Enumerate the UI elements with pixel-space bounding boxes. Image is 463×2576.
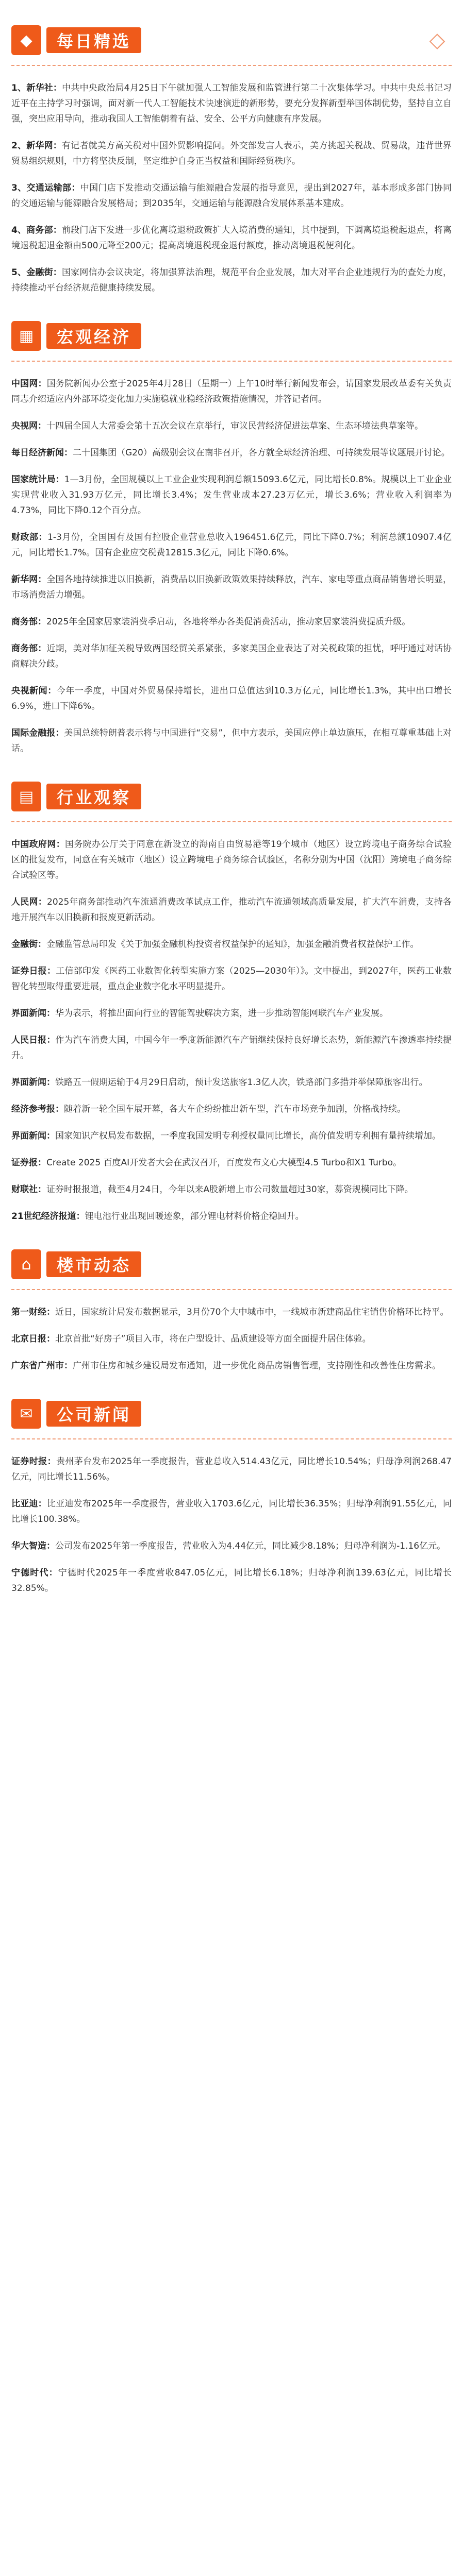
list-item: 5、金融街：国家网信办会议决定，将加强算法治理，规范平台企业发展，加大对平台企业违规行为的查处力度，持续推动平台经济规范健康持续发展。 (11, 267, 452, 293)
section-header-macro (11, 311, 452, 362)
list-item: 第一财经：近日，国家统计局发布数据显示，3月份70个大中城市中，一线城市新建商品住宅销售价格环比持平。 (11, 1307, 449, 1317)
list-item: 商务部：近期，美对华加征关税导致两国经贸关系紧张，多家美国企业表达了对关税政策的担忧，呼吁通过对话协商解决分歧。 (11, 643, 452, 669)
section-badge (11, 1398, 141, 1429)
chart-icon: ▤ (11, 782, 41, 811)
list-item: 3、交通运输部：中国门店下发推动交通运输与能源融合发展的指导意见，提出到2027年，基本形成多部门协同的交通运输与能源融合发展格局；到2035年，交通运输与能源融合发展体系基本建成。 (11, 183, 452, 209)
section-badge (11, 25, 141, 56)
daily-list (11, 80, 452, 296)
list-item: 2、新华网：有记者就美方高关税对中国外贸影响提问。外交部发言人表示，美方挑起关税战、贸易战，违背世界贸易组织规则，中方将坚决反制，坚定维护自身正当权益和国际经贸秩序。 (11, 141, 452, 166)
industry-list (11, 837, 452, 1224)
company-list (11, 1454, 452, 1596)
list-item: 广东省广州市：广州市住房和城乡建设局发布通知，进一步优化商品房销售管理，支持刚性和改善性住房需求。 (11, 1361, 441, 1371)
section-header-daily (11, 15, 452, 66)
list-item: 证券报：Create 2025 百度AI开发者大会在武汉召开，百度发布文心大模型4.5 Turbo和X1 Turbo。 (11, 1158, 402, 1168)
macro-list (11, 376, 452, 756)
list-item: 比亚迪：比亚迪发布2025年一季度报告，营业收入1703.6亿元，同比增长36.35%；归母净利润91.55亿元，同比增长100.38%。 (11, 1499, 452, 1524)
list-item: 商务部：2025年全国家居家装消费季启动，各地将举办各类促消费活动，推动家居家装消费提质升级。 (11, 617, 411, 627)
list-item: 中国网：国务院新闻办公室于2025年4月28日（星期一）上午10时举行新闻发布会，请国家发展改革委有关负责同志介绍适应内外部环境变化加力实施稳就业稳经济政策措施情况，并答记者问。 (11, 379, 452, 404)
section-badge (11, 1249, 141, 1280)
list-item: 证券时报：贵州茅台发布2025年一季度报告，营业总收入514.43亿元，同比增长10.54%；归母净利润268.47亿元，同比增长11.56%。 (11, 1456, 452, 1482)
building-icon: ▦ (11, 321, 41, 351)
section-title: 宏观经济 (46, 323, 141, 349)
section-badge (11, 781, 141, 812)
list-item: 国家统计局：1—3月份，全国规模以上工业企业实现利润总额15093.6亿元，同比增长0.8%。规模以上工业企业实现营业收入31.93万亿元，同比增长3.4%；发生营业成本27.23万亿元，增长3.6%；营业收入利润率为4.73%，同比下降0.12个百分点。 (11, 474, 452, 516)
list-item: 经济参考报：随着新一轮全国车展开幕，各大车企纷纷推出新车型，汽车市场竞争加剧，价格战持续。 (11, 1104, 406, 1114)
list-item: 4、商务部：前段门店下发进一步优化离境退税政策扩大入境消费的通知，其中提到，下调离境退税起退点，将离境退税起退金额由500元降至200元；提高离境退税现金退付额度，推动离境退税便利化。 (11, 225, 452, 251)
list-item: 界面新闻：华为表示，将推出面向行业的智能驾驶解决方案，进一步推动智能网联汽车产业发展。 (11, 1008, 388, 1019)
list-item: 1、新华社：中共中央政治局4月25日下午就加强人工智能发展和监管进行第二十次集体学习。中共中央总书记习近平在主持学习时强调，面对新一代人工智能技术快速演进的新形势，要充分发挥新型举国体制优势，坚持自立自强，突出应用导向，推动我国人工智能朝着有益、安全、公平方向健康有序发展。 (11, 83, 452, 124)
section-title: 每日精选 (46, 27, 141, 53)
diamond-icon: ◆ (11, 25, 41, 55)
list-item: 人民日报：作为汽车消费大国，中国今年一季度新能源汽车产销继续保持良好增长态势，新能源汽车渗透率持续提升。 (11, 1035, 452, 1061)
section-title: 行业观察 (46, 784, 141, 809)
list-item: 证券日报：工信部印发《医药工业数智化转型实施方案（2025—2030年）》。文中提出，到2027年，医药工业数智化转型取得重要进展，重点企业数字化水平明显提升。 (11, 966, 452, 992)
property-list (11, 1304, 452, 1374)
page (0, 15, 463, 2576)
news-icon: ✉ (11, 1399, 41, 1429)
list-item: 央视新闻：今年一季度，中国对外贸易保持增长，进出口总值达到10.3万亿元，同比增长1.3%，其中出口增长6.9%，进口下降6%。 (11, 686, 452, 711)
list-item: 界面新闻：铁路五一假期运输于4月29日启动，预计发送旅客1.3亿人次，铁路部门多措并举保障旅客出行。 (11, 1077, 428, 1088)
list-item: 财联社：证券时报报道，截至4月24日，今年以来A股新增上市公司数量超过30家，募资规模同比下降。 (11, 1184, 414, 1195)
section-header-property (11, 1240, 452, 1290)
section-header-industry (11, 772, 452, 822)
list-item: 金融街：金融监管总局印发《关于加强金融机构投资者权益保护的通知》，加强金融消费者权益保护工作。 (11, 939, 419, 950)
section-header-company (11, 1389, 452, 1439)
list-item: 界面新闻：国家知识产权局发布数据，一季度我国发明专利授权量同比增长，高价值发明专利拥有量持续增加。 (11, 1131, 441, 1141)
list-item: 央视网：十四届全国人大常委会第十五次会议在京举行，审议民营经济促进法草案、生态环境法典草案等。 (11, 421, 423, 431)
list-item: 人民网：2025年商务部推动汽车流通消费改革试点工作，推动汽车流通领域高质量发展，扩大汽车消费，支持各地开展汽车以旧换新和报废更新活动。 (11, 897, 452, 923)
section-title: 公司新闻 (46, 1401, 141, 1427)
list-item: 中国政府网：国务院办公厅关于同意在新设立的海南自由贸易港等19个城市（地区）设立跨境电子商务综合试验区的批复发布，同意在有关城市（地区）设立跨境电子商务综合试验区，名称分别为中国（沈阳）跨境电子商务综合试验区等。 (11, 839, 452, 880)
list-item: 每日经济新闻：二十国集团（G20）高级别会议在南非召开，各方就全球经济治理、可持续发展等议题展开讨论。 (11, 448, 450, 458)
list-item: 宁德时代：宁德时代2025年一季度营收847.05亿元，同比增长6.18%；归母净利润139.63亿元，同比增长32.85%。 (11, 1568, 452, 1594)
section-title: 楼市动态 (46, 1251, 141, 1277)
list-item: 华大智造：公司发布2025年第一季度报告，营业收入为4.44亿元，同比减少8.18%；归母净利润为-1.16亿元。 (11, 1541, 446, 1551)
section-badge (11, 320, 141, 351)
list-item: 财政部：1-3月份，全国国有及国有控股企业营业总收入196451.6亿元，同比下降0.7%；利润总额10907.4亿元，同比增长1.7%。国有企业应交税费12815.3亿元，同比下降0.6%。 (11, 532, 452, 558)
list-item: 北京日报：北京首批“好房子”项目入市，将在户型设计、品质建设等方面全面提升居住体验。 (11, 1334, 371, 1344)
list-item: 21世纪经济报道：锂电池行业出现回暖迹象，部分锂电材料价格企稳回升。 (11, 1211, 304, 1222)
list-item: 国际金融报：美国总统特朗普表示将与中国进行“交易”，但中方表示，美国应停止单边施压，在相互尊重基础上对话。 (11, 728, 452, 754)
house-icon: ⌂ (11, 1249, 41, 1279)
list-item: 新华网：全国各地持续推进以旧换新，消费品以旧换新政策效果持续释放，汽车、家电等重点商品销售增长明显，市场消费活力增强。 (11, 574, 452, 600)
gem-deco-icon: ◇ (429, 28, 445, 52)
